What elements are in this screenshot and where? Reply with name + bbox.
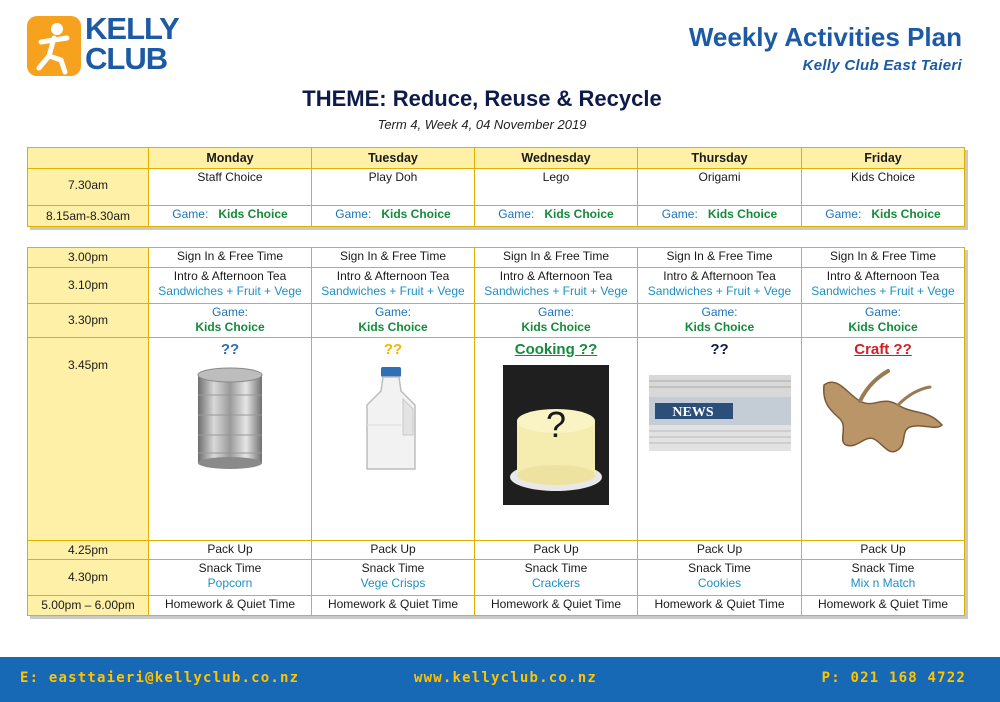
pack-up-cell: Pack Up — [475, 541, 638, 560]
game-cell: Game: Kids Choice — [149, 304, 312, 338]
game-cell: Game: Kids Choice — [312, 304, 475, 338]
time-cell: 8.15am-8.30am — [28, 206, 149, 227]
activity-cell: Origami — [638, 169, 802, 206]
term-date: Term 4, Week 4, 04 November 2019 — [377, 117, 587, 132]
day-header: Monday — [149, 148, 312, 169]
homework-cell: Homework & Quiet Time — [149, 596, 312, 616]
header-corner — [28, 148, 149, 169]
activity-cell: Lego — [475, 169, 638, 206]
afternoon-tea-cell: Intro & Afternoon Tea Sandwiches + Fruit + Vege — [802, 268, 965, 304]
table-row — [28, 268, 965, 304]
time-cell: 5.00pm – 6.00pm — [28, 596, 149, 616]
snack-cell: Snack Time Crackers — [475, 560, 638, 596]
pack-up-cell: Pack Up — [802, 541, 965, 560]
table-row — [28, 560, 965, 596]
time-cell: 4.25pm — [28, 541, 149, 560]
activity-cell — [149, 338, 312, 541]
game-cell: Game: Kids Choice — [802, 304, 965, 338]
footer-email[interactable]: E: easttaieri@kellyclub.co.nz — [20, 670, 300, 686]
time-cell: 3.00pm — [28, 248, 149, 268]
logo-wordmark: KELLY CLUB — [85, 11, 179, 76]
activity-label: ?? — [383, 341, 403, 358]
activity-label: Cooking ?? — [514, 341, 598, 358]
sign-in-cell: Sign In & Free Time — [475, 248, 638, 268]
snack-cell: Snack Time Cookies — [638, 560, 802, 596]
afternoon-schedule-table — [27, 247, 965, 616]
afternoon-tea-cell: Intro & Afternoon Tea Sandwiches + Fruit + Vege — [149, 268, 312, 304]
time-cell: 3.10pm — [28, 268, 149, 304]
snack-cell: Snack Time Popcorn — [149, 560, 312, 596]
milk-bottle-image — [353, 365, 433, 477]
game-cell: Game: Kids Choice — [312, 206, 475, 227]
sign-in-cell: Sign In & Free Time — [312, 248, 475, 268]
table-row — [28, 541, 965, 560]
game-cell: Game: Kids Choice — [475, 304, 638, 338]
sign-in-cell: Sign In & Free Time — [802, 248, 965, 268]
activity-cell — [802, 338, 965, 541]
game-cell: Game: Kids Choice — [638, 206, 802, 227]
time-cell: 4.30pm — [28, 560, 149, 596]
activity-label: Craft ?? — [854, 341, 912, 358]
homework-cell: Homework & Quiet Time — [475, 596, 638, 616]
driftwood-image — [818, 365, 948, 465]
table-row — [28, 206, 965, 227]
game-cell: Game: Kids Choice — [802, 206, 965, 227]
activity-cell — [312, 338, 475, 541]
time-cell: 7.30am — [28, 169, 149, 206]
theme-heading: THEME: Reduce, Reuse & Recycle — [302, 86, 662, 111]
club-name: Kelly Club East Taieri — [802, 57, 962, 74]
table-row — [28, 248, 965, 268]
afternoon-tea-cell: Intro & Afternoon Tea Sandwiches + Fruit + Vege — [475, 268, 638, 304]
activity-cell: Kids Choice — [802, 169, 965, 206]
afternoon-tea-cell: Intro & Afternoon Tea Sandwiches + Fruit + Vege — [312, 268, 475, 304]
game-cell: Game: Kids Choice — [638, 304, 802, 338]
morning-schedule-table — [27, 147, 965, 227]
homework-cell: Homework & Quiet Time — [802, 596, 965, 616]
snack-cell: Snack Time Vege Crisps — [312, 560, 475, 596]
snack-cell: Snack Time Mix n Match — [802, 560, 965, 596]
contact-footer — [0, 657, 1000, 702]
footer-phone[interactable]: P: 021 168 4722 — [821, 670, 966, 686]
activity-label: ?? — [220, 341, 240, 358]
table-row — [28, 304, 965, 338]
day-header: Friday — [802, 148, 965, 169]
table-row — [28, 596, 965, 616]
activity-cell: Staff Choice — [149, 169, 312, 206]
footer-website[interactable]: www.kellyclub.co.nz — [414, 670, 597, 686]
cake-image — [503, 365, 609, 505]
activity-cell — [638, 338, 802, 541]
sign-in-cell: Sign In & Free Time — [149, 248, 312, 268]
table-row — [28, 338, 965, 541]
day-header: Thursday — [638, 148, 802, 169]
activity-cell: Play Doh — [312, 169, 475, 206]
time-cell: 3.45pm — [28, 338, 149, 541]
homework-cell: Homework & Quiet Time — [312, 596, 475, 616]
table-row — [28, 169, 965, 206]
day-header: Wednesday — [475, 148, 638, 169]
plan-title: Weekly Activities Plan — [688, 22, 962, 52]
activity-cell — [475, 338, 638, 541]
kelly-club-logo — [27, 11, 187, 80]
pack-up-cell: Pack Up — [312, 541, 475, 560]
day-header: Tuesday — [312, 148, 475, 169]
pack-up-cell: Pack Up — [149, 541, 312, 560]
pack-up-cell: Pack Up — [638, 541, 802, 560]
afternoon-tea-cell: Intro & Afternoon Tea Sandwiches + Fruit + Vege — [638, 268, 802, 304]
day-header-row — [28, 148, 965, 169]
time-cell: 3.30pm — [28, 304, 149, 338]
homework-cell: Homework & Quiet Time — [638, 596, 802, 616]
newspaper-image — [649, 365, 791, 455]
svg-text:?: ? — [545, 404, 567, 445]
activity-label: ?? — [710, 341, 729, 358]
svg-text:NEWS: NEWS — [671, 405, 714, 420]
tin-can-image — [190, 365, 270, 475]
game-cell: Game: Kids Choice — [149, 206, 312, 227]
sign-in-cell: Sign In & Free Time — [638, 248, 802, 268]
runner-logo-icon — [27, 16, 81, 76]
game-cell: Game: Kids Choice — [475, 206, 638, 227]
